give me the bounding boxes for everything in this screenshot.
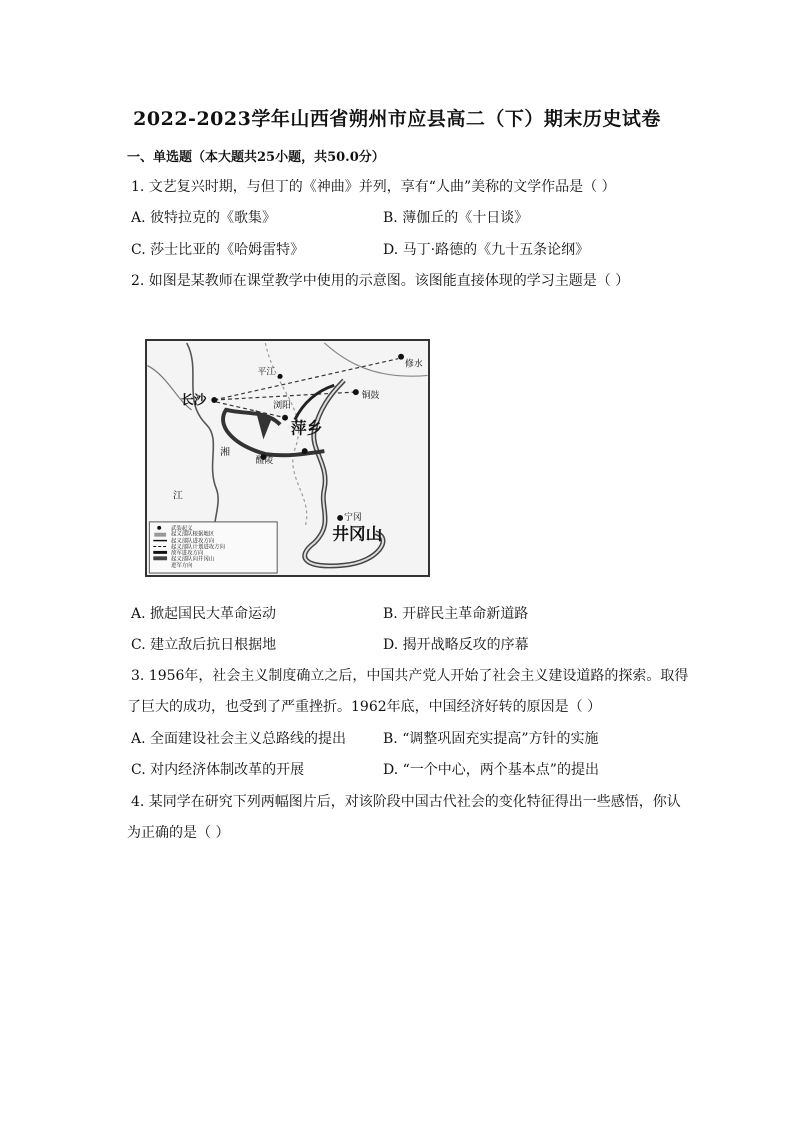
legend-text-3: 起义部队进攻方向 (170, 538, 215, 545)
ninggang-town-dot (337, 515, 343, 521)
legend-base-swatch (154, 533, 166, 537)
uprising-map (147, 341, 428, 575)
xiushui-town-dot (398, 354, 404, 360)
legend-text-5: 敌军进攻方向 (170, 550, 204, 557)
map-label-xiang: 湘 (220, 447, 230, 459)
question-1-option-d[interactable]: D. 马丁·路德的《九十五条论纲》 (383, 242, 590, 258)
map-label-jiang: 江 (172, 490, 183, 502)
question-3-option-b[interactable]: B. “调整巩固充实提高”方针的实施 (383, 731, 599, 747)
question-2-option-d[interactable]: D. 揭开战略反攻的序幕 (383, 637, 529, 653)
pingxiang-town-dot (302, 448, 308, 454)
legend-text-4: 起义部队计划进攻方向 (170, 544, 225, 551)
map-label-jinggangshan: 井冈山 (332, 523, 383, 544)
map-label-pingjiang: 平江 (257, 367, 276, 378)
question-2-option-b[interactable]: B. 开辟民主革命新道路 (383, 606, 529, 622)
question-2-option-a[interactable]: A. 掀起国民大革命运动 (131, 606, 277, 622)
question-3-stem-line-2: 了巨大的成功，也受到了严重挫折。1962年底，中国经济好转的原因是（ ） (127, 699, 602, 715)
legend-text-1: 武装起义 (170, 525, 193, 532)
changsha-town-dot (211, 397, 217, 403)
liuyang-town-dot (282, 415, 288, 421)
map-label-ninggang: 宁冈 (344, 512, 362, 523)
map-label-tonggu: 铜鼓 (361, 391, 380, 402)
question-3-option-d[interactable]: D. “一个中心，两个基本点”的提出 (383, 762, 599, 778)
legend-text-2: 起义部队根据地区 (170, 531, 215, 538)
question-4-stem-line-1: 4. 某同学在研究下列两幅图片后，对该阶段中国古代社会的变化特征得出一些感悟，你认 (131, 794, 681, 810)
question-2-stem: 2. 如图是某教师在课堂教学中使用的示意图。该图能直接体现的学习主题是（ ） (131, 273, 630, 289)
map-label-xiushui: 修水 (404, 359, 423, 370)
legend-text-7: 进军方向 (170, 563, 193, 570)
question-3-stem-line-1: 3. 1956年，社会主义制度确立之后，中国共产党人开始了社会主义建设道路的探索。取得 (131, 668, 689, 684)
question-3-option-a[interactable]: A. 全面建设社会主义总路线的提出 (131, 731, 347, 747)
exam-title: 2022-2023学年山西省朔州市应县高二（下）期末历史试卷 (133, 108, 661, 130)
tonggu-town-dot (353, 389, 359, 395)
question-4-stem-line-2: 为正确的是（ ） (127, 825, 230, 841)
question-1-stem: 1. 文艺复兴时期，与但丁的《神曲》并列，享有“人曲”美称的文学作品是（ ） (131, 179, 616, 195)
legend-uprising-dot (157, 526, 161, 530)
map-label-changsha: 长沙 (180, 392, 207, 408)
question-2-option-c[interactable]: C. 建立敌后抗日根据地 (131, 637, 277, 653)
question-1-option-b[interactable]: B. 薄伽丘的《十日谈》 (383, 210, 529, 226)
pingjiang-town-dot (278, 374, 283, 379)
section-heading: 一、单选题（本大题共25小题，共50.0分） (127, 150, 385, 165)
map-label-liling: 醴陵 (255, 455, 274, 466)
uprising-map-figure (145, 339, 430, 577)
map-label-liuyang: 浏阳 (273, 400, 291, 411)
map-label-pingxiang: 萍乡 (290, 418, 323, 438)
question-1-option-c[interactable]: C. 莎士比亚的《哈姆雷特》 (131, 242, 305, 258)
legend-text-6: 起义部队向井冈山 (170, 556, 215, 563)
question-1-option-a[interactable]: A. 彼特拉克的《歌集》 (131, 210, 277, 226)
question-3-option-c[interactable]: C. 对内经济体制改革的开展 (131, 762, 305, 778)
